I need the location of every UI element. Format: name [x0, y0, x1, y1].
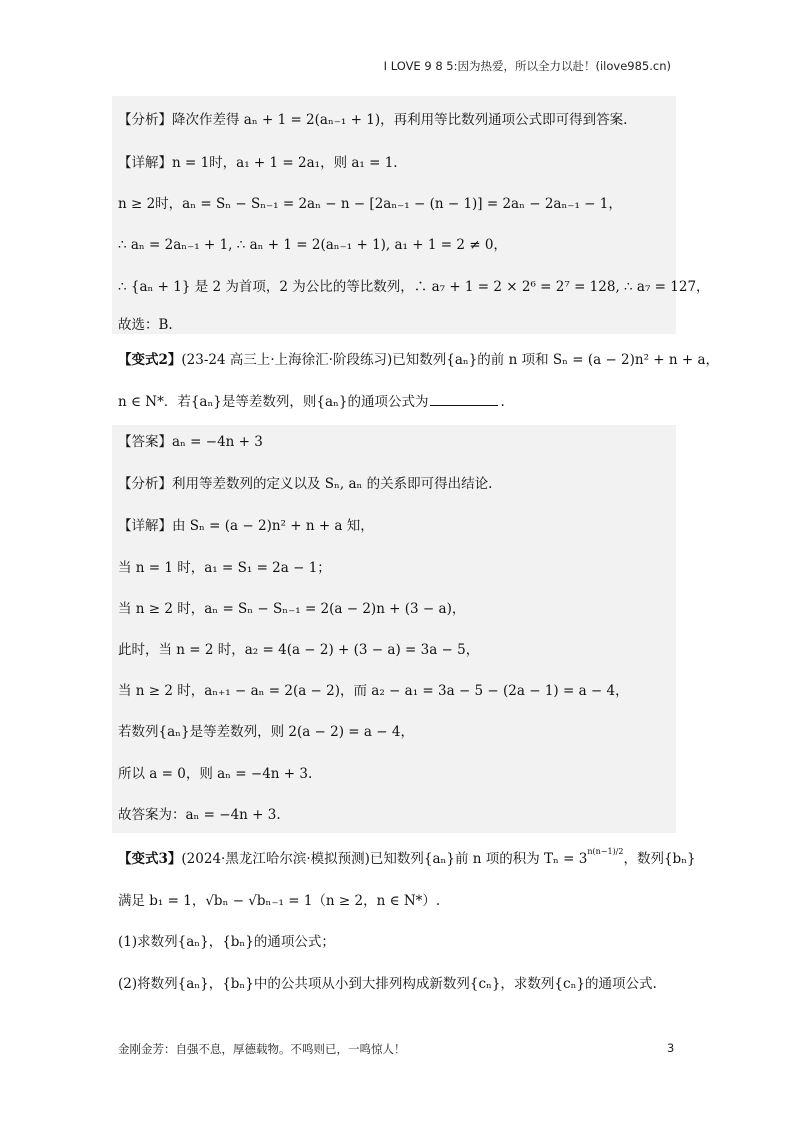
- variant3-question-line1: [118, 847, 696, 867]
- page-header: I LOVE 9 8 5:因为热爱，所以全力以赴！(ilove985.cn): [383, 59, 671, 73]
- variant3-tag: 【变式3】: [118, 851, 182, 867]
- variant3-question-text-b: ，数列{bₙ}: [623, 851, 696, 867]
- variant3-part1: (1)求数列{aₙ}，{bₙ}的通项公式；: [118, 934, 335, 950]
- answer-blank: [430, 393, 498, 406]
- detail-line-2: n ≥ 2时，aₙ = Sₙ − Sₙ₋₁ = 2aₙ − n − [2aₙ₋₁ − (n − 1)] = 2aₙ − 2aₙ₋₁ − 1，: [118, 196, 622, 212]
- v2-detail-6: 若数列{aₙ}是等差数列，则 2(a − 2) = a − 4，: [118, 724, 414, 740]
- v2-detail-7: 所以 a = 0，则 aₙ = −4n + 3.: [118, 766, 313, 782]
- variant3-question-line2: 满足 b₁ = 1，√bₙ − √bₙ₋₁ = 1（n ≥ 2，n ∈ N*）.: [118, 893, 441, 909]
- variant2-question-end: .: [500, 394, 505, 410]
- footer-motto: 金刚金芳：自强不息，厚德载物。不鸣则已，一鸣惊人！: [118, 1042, 406, 1056]
- analysis-line: 【分析】降次作差得 aₙ + 1 = 2(aₙ₋₁ + 1)，再利用等比数列通项公式即可得到答案.: [118, 112, 628, 128]
- exponent-text: n(n−1)/2: [587, 846, 624, 856]
- v2-detail-2: 当 n = 1 时，a₁ = S₁ = 2a − 1；: [118, 560, 331, 576]
- v2-detail-1: 【详解】由 Sₙ = (a − 2)n² + n + a 知，: [118, 518, 374, 534]
- variant2-question-line1: [118, 348, 719, 368]
- detail-line-3: ∴ aₙ = 2aₙ₋₁ + 1, ∴ aₙ + 1 = 2(aₙ₋₁ + 1), a₁ + 1 = 2 ≠ 0，: [118, 237, 507, 253]
- variant2-tag: 【变式2】: [118, 352, 182, 368]
- variant3-part2: (2)将数列{aₙ}，{bₙ}中的公共项从小到大排列构成新数列{cₙ}，求数列{cₙ}的通项公式.: [118, 976, 657, 992]
- solution-block-1: [112, 96, 676, 334]
- variant2-question-text: (23-24 高三上·上海徐汇·阶段练习)已知数列{aₙ}的前 n 项和 Sₙ = (a − 2)n² + n + a，: [181, 352, 720, 368]
- v2-detail-4: 此时，当 n = 2 时，a₂ = 4(a − 2) + (3 − a) = 3a − 5，: [118, 642, 480, 658]
- v2-answer-line: 【答案】aₙ = −4n + 3: [118, 434, 263, 450]
- v2-detail-5: 当 n ≥ 2 时，aₙ₊₁ − aₙ = 2(a − 2)，而 a₂ − a₁ = 3a − 5 − (2a − 1) = a − 4，: [118, 683, 629, 699]
- choice-line: 故选：B.: [118, 317, 173, 333]
- v2-analysis-line: 【分析】利用等差数列的定义以及 Sₙ, aₙ 的关系即可得出结论.: [118, 476, 493, 492]
- v2-conclusion: 故答案为：aₙ = −4n + 3.: [118, 807, 281, 823]
- detail-line-4: ∴ {aₙ + 1} 是 2 为首项，2 为公比的等比数列，∴ a₇ + 1 = 2 × 2⁶ = 2⁷ = 128, ∴ a₇ = 127，: [118, 279, 710, 295]
- page-number: 3: [667, 1041, 675, 1055]
- detail-line-1: 【详解】n = 1时，a₁ + 1 = 2a₁，则 a₁ = 1.: [118, 155, 398, 171]
- v2-detail-3: 当 n ≥ 2 时，aₙ = Sₙ − Sₙ₋₁ = 2(a − 2)n + (3 − a)，: [118, 601, 466, 617]
- variant3-question-text: (2024·黑龙江哈尔滨·模拟预测)已知数列{aₙ}前 n 项的积为 Tₙ = 3: [181, 851, 588, 867]
- variant2-question-line2: [118, 390, 505, 410]
- variant2-question-text2: n ∈ N*．若{aₙ}是等差数列，则{aₙ}的通项公式为: [118, 394, 429, 410]
